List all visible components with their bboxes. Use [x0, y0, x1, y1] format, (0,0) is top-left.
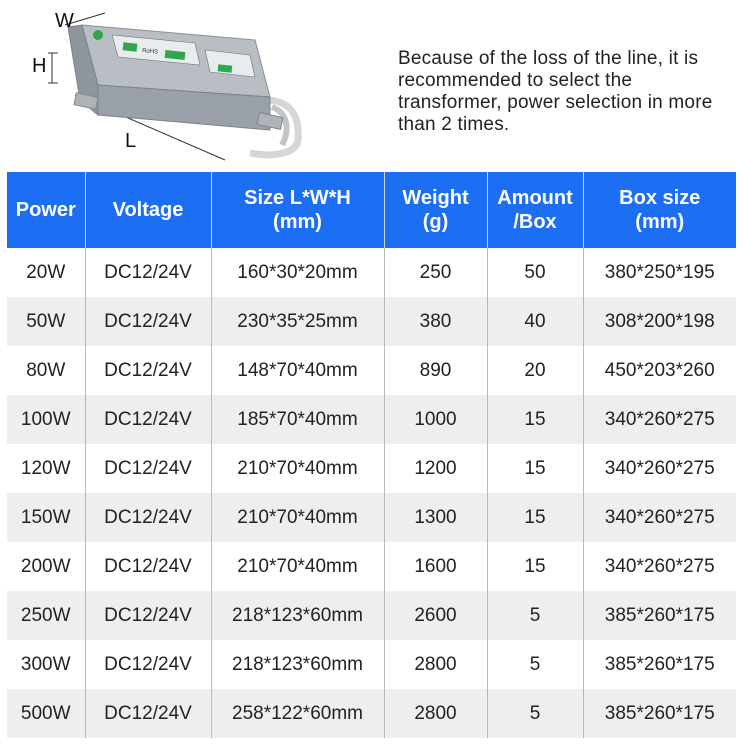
cell-voltage: DC12/24V: [85, 248, 211, 297]
cell-box-size: 340*260*275: [583, 444, 736, 493]
table-row: [7, 640, 736, 689]
cell-power: 300W: [7, 640, 85, 689]
header-box-size-text: Box size (mm): [619, 187, 701, 233]
cell-box-size: 340*260*275: [583, 542, 736, 591]
header-area: [0, 0, 750, 170]
cell-size: 218*123*60mm: [211, 640, 384, 689]
table-row: [7, 297, 736, 346]
cell-amount: 15: [487, 542, 583, 591]
green-badge-3: [218, 64, 233, 72]
recommendation-note: Because of the loss of the line, it is recommended to select the transformer, power selection in more than 2 times.: [398, 48, 713, 135]
cell-weight: 890: [384, 346, 487, 395]
table-row: [7, 444, 736, 493]
table-row: [7, 346, 736, 395]
cell-power: 120W: [7, 444, 85, 493]
cell-size: 210*70*40mm: [211, 444, 384, 493]
cell-amount: 5: [487, 591, 583, 640]
cell-size: 210*70*40mm: [211, 493, 384, 542]
cell-weight: 380: [384, 297, 487, 346]
width-label: W: [55, 10, 74, 32]
cell-amount: 20: [487, 346, 583, 395]
cell-voltage: DC12/24V: [85, 493, 211, 542]
cell-weight: 250: [384, 248, 487, 297]
cell-size: 160*30*20mm: [211, 248, 384, 297]
cell-amount: 50: [487, 248, 583, 297]
cell-size: 230*35*25mm: [211, 297, 384, 346]
cell-amount: 15: [487, 493, 583, 542]
cell-power: 20W: [7, 248, 85, 297]
cell-size: 218*123*60mm: [211, 591, 384, 640]
cell-weight: 1000: [384, 395, 487, 444]
cell-box-size: 340*260*275: [583, 395, 736, 444]
cell-amount: 5: [487, 640, 583, 689]
cell-box-size: 308*200*198: [583, 297, 736, 346]
rohs-badge: RoHS: [141, 48, 159, 56]
cell-voltage: DC12/24V: [85, 297, 211, 346]
cell-weight: 2800: [384, 640, 487, 689]
table-row: [7, 248, 736, 297]
header-amount-text: Amount /Box: [497, 187, 573, 233]
table-row: [7, 493, 736, 542]
cell-power: 250W: [7, 591, 85, 640]
cell-box-size: 385*260*175: [583, 689, 736, 738]
cell-size: 258*122*60mm: [211, 689, 384, 738]
cell-weight: 2600: [384, 591, 487, 640]
header-size: [211, 172, 384, 248]
cell-box-size: 380*250*195: [583, 248, 736, 297]
cell-box-size: 450*203*260: [583, 346, 736, 395]
cell-power: 100W: [7, 395, 85, 444]
cell-power: 150W: [7, 493, 85, 542]
length-label: L: [125, 130, 137, 152]
green-badge-1: [123, 42, 138, 51]
table-row: [7, 689, 736, 738]
cell-amount: 15: [487, 395, 583, 444]
cell-box-size: 385*260*175: [583, 591, 736, 640]
cell-power: 500W: [7, 689, 85, 738]
cell-box-size: 385*260*175: [583, 640, 736, 689]
cell-size: 210*70*40mm: [211, 542, 384, 591]
cell-weight: 1300: [384, 493, 487, 542]
cell-size: 148*70*40mm: [211, 346, 384, 395]
cell-voltage: DC12/24V: [85, 689, 211, 738]
cell-amount: 15: [487, 444, 583, 493]
cell-voltage: DC12/24V: [85, 346, 211, 395]
cell-amount: 5: [487, 689, 583, 738]
table-row: [7, 542, 736, 591]
cell-weight: 1600: [384, 542, 487, 591]
cell-amount: 40: [487, 297, 583, 346]
table-header-row: [7, 172, 736, 248]
header-box-size: [583, 172, 736, 248]
header-size-text: Size L*W*H (mm): [244, 187, 351, 233]
cell-voltage: DC12/24V: [85, 640, 211, 689]
height-label: H: [32, 55, 47, 77]
cell-power: 50W: [7, 297, 85, 346]
table-row: [7, 591, 736, 640]
header-power: Power: [7, 172, 85, 248]
table-row: [7, 395, 736, 444]
cell-voltage: DC12/24V: [85, 542, 211, 591]
logo-icon: [93, 30, 103, 40]
spec-table: [7, 172, 736, 738]
cell-power: 80W: [7, 346, 85, 395]
header-weight: [384, 172, 487, 248]
cell-weight: 1200: [384, 444, 487, 493]
cell-power: 200W: [7, 542, 85, 591]
cell-size: 185*70*40mm: [211, 395, 384, 444]
cell-box-size: 340*260*275: [583, 493, 736, 542]
header-weight-text: Weight (g): [402, 187, 469, 233]
cell-voltage: DC12/24V: [85, 444, 211, 493]
header-amount: [487, 172, 583, 248]
header-voltage: Voltage: [85, 172, 211, 248]
cell-voltage: DC12/24V: [85, 395, 211, 444]
cell-weight: 2800: [384, 689, 487, 738]
cell-voltage: DC12/24V: [85, 591, 211, 640]
